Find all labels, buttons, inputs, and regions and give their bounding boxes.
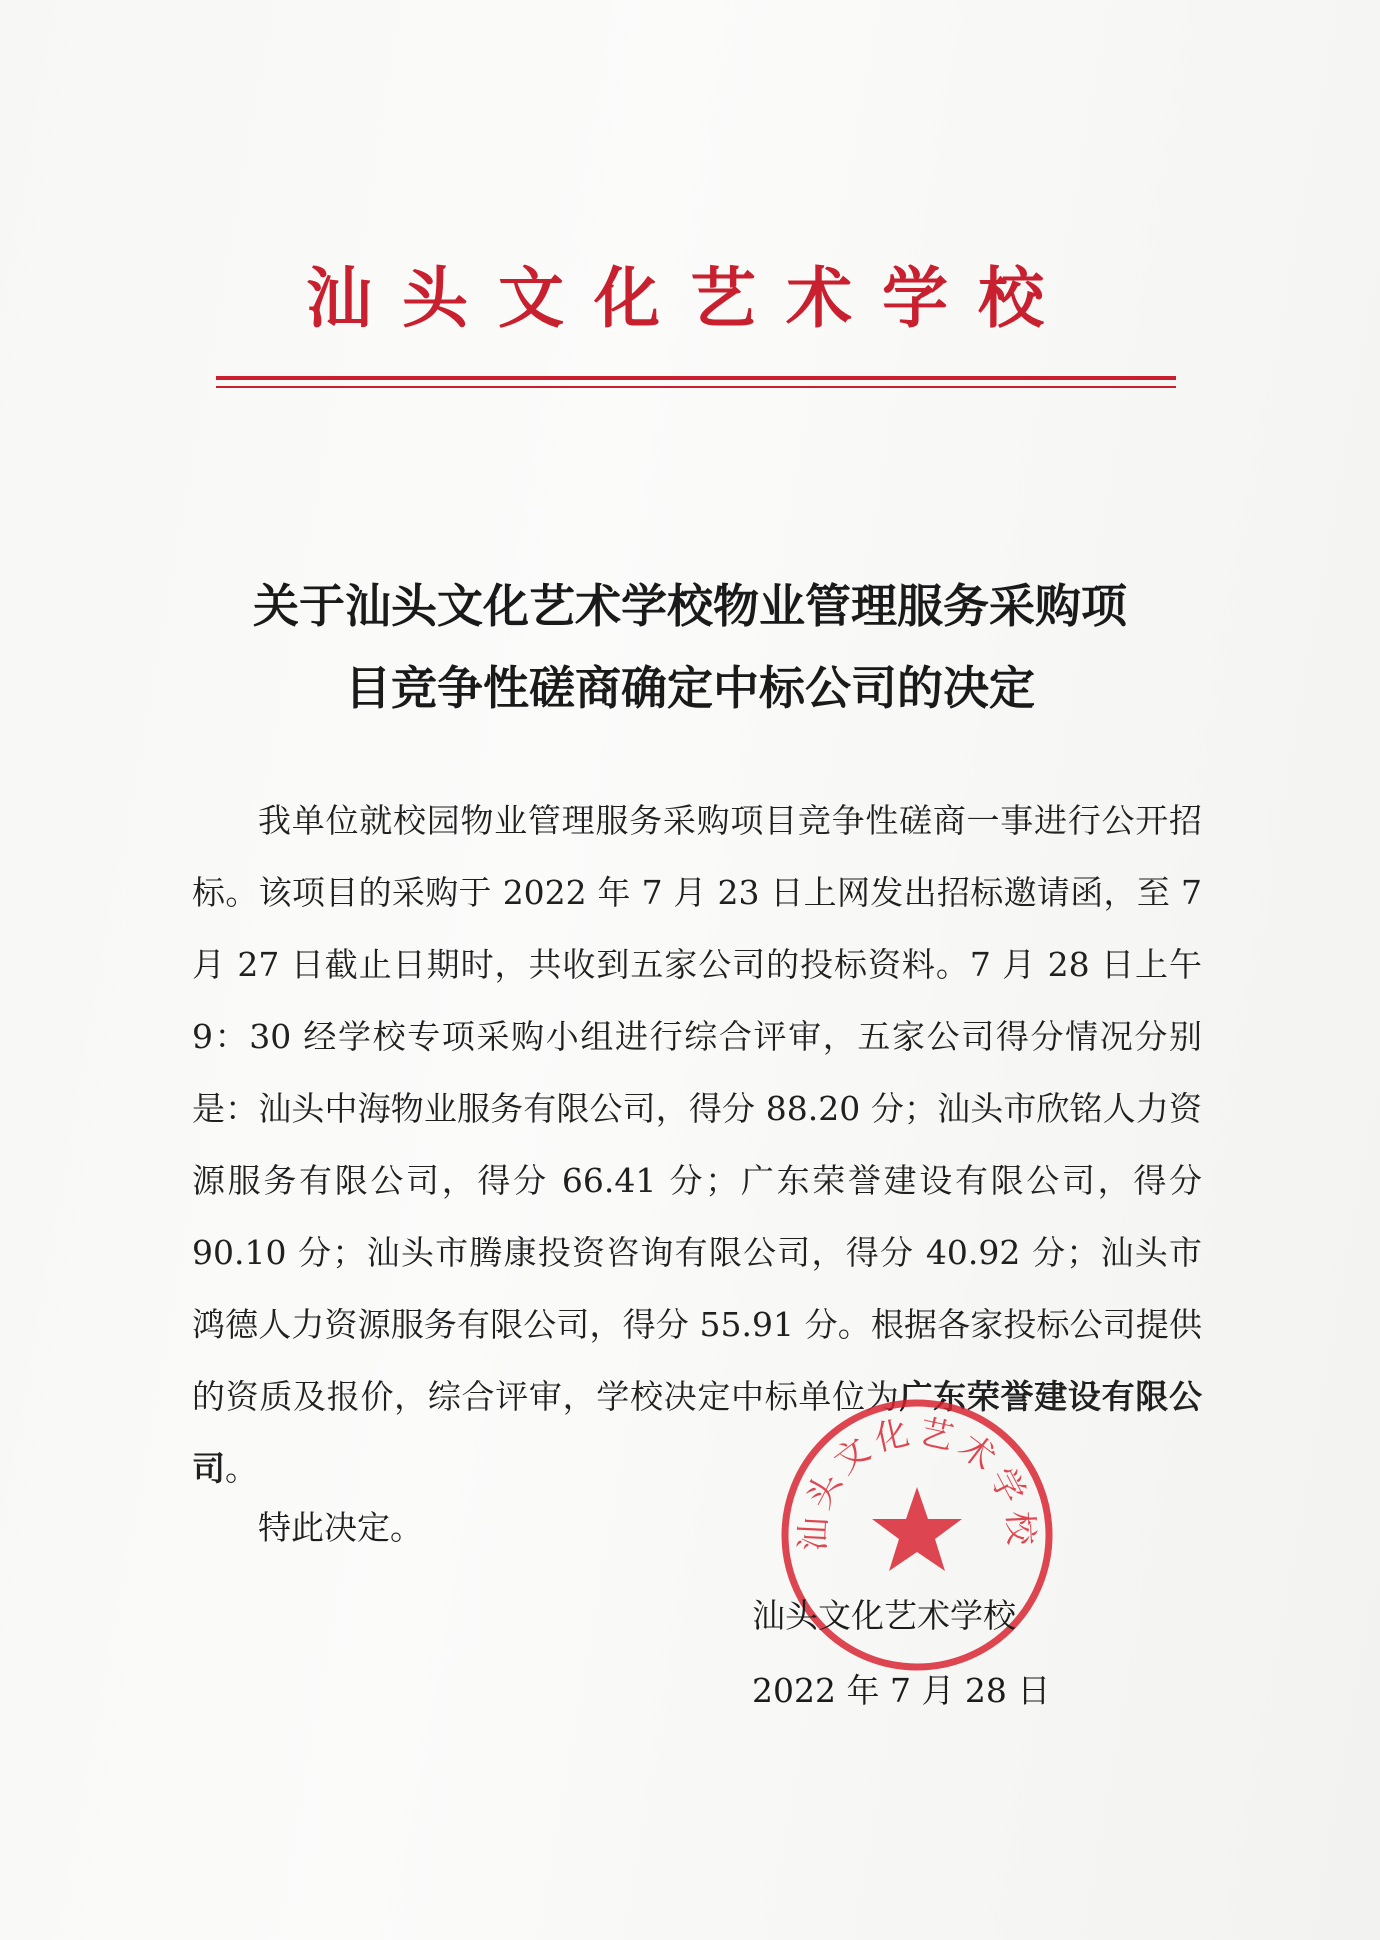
body-end: 。 [225,1449,258,1488]
letterhead-rule-thick [216,376,1176,380]
title-line-1: 关于汕头文化艺术学校物业管理服务采购项 [253,579,1127,633]
signature-date: 2022 年 7 月 28 日 [752,1671,1051,1710]
seal-star-icon [872,1487,962,1571]
letterhead-title: 汕头文化艺术学校 [306,259,1074,337]
signature-org: 汕头文化艺术学校 [752,1596,1016,1635]
winning-company: 广东荣誉建设有限公司 [192,1377,1203,1488]
closing-statement: 特此决定。 [258,1508,423,1547]
document-title [190,565,1190,729]
letterhead-rule-thin [216,386,1176,388]
body-text: 我单位就校园物业管理服务采购项目竞争性磋商一事进行公开招标。该项目的采购于 2022 年 7 月 23 日上网发出招标邀请函，至 7 月 27 日截止日期时，共收到五家公司的投标资料。7 月 28 日上午 9：30 经学校专项采购小组进行综合评审，五家公司得分情况分别是：汕头中海物业服务有限公司，得分 88.20 分；汕头市欣铭人力资源服务有限公司，得分 66.41 分；广东荣誉建设有限公司，得分 90.10 分；汕头市腾康投资咨询有限公司，得分 40.92 分；汕头市鸿德人力资源服务有限公司，得分 55.91 分。根据各家投标公司提供的资质及报价，综合评审，学校决定中标单位为 [192,801,1202,1416]
title-line-2: 目竞争性磋商确定中标公司的决定 [345,661,1035,715]
seal-text: 汕头文化艺术学校 [793,1411,1041,1553]
